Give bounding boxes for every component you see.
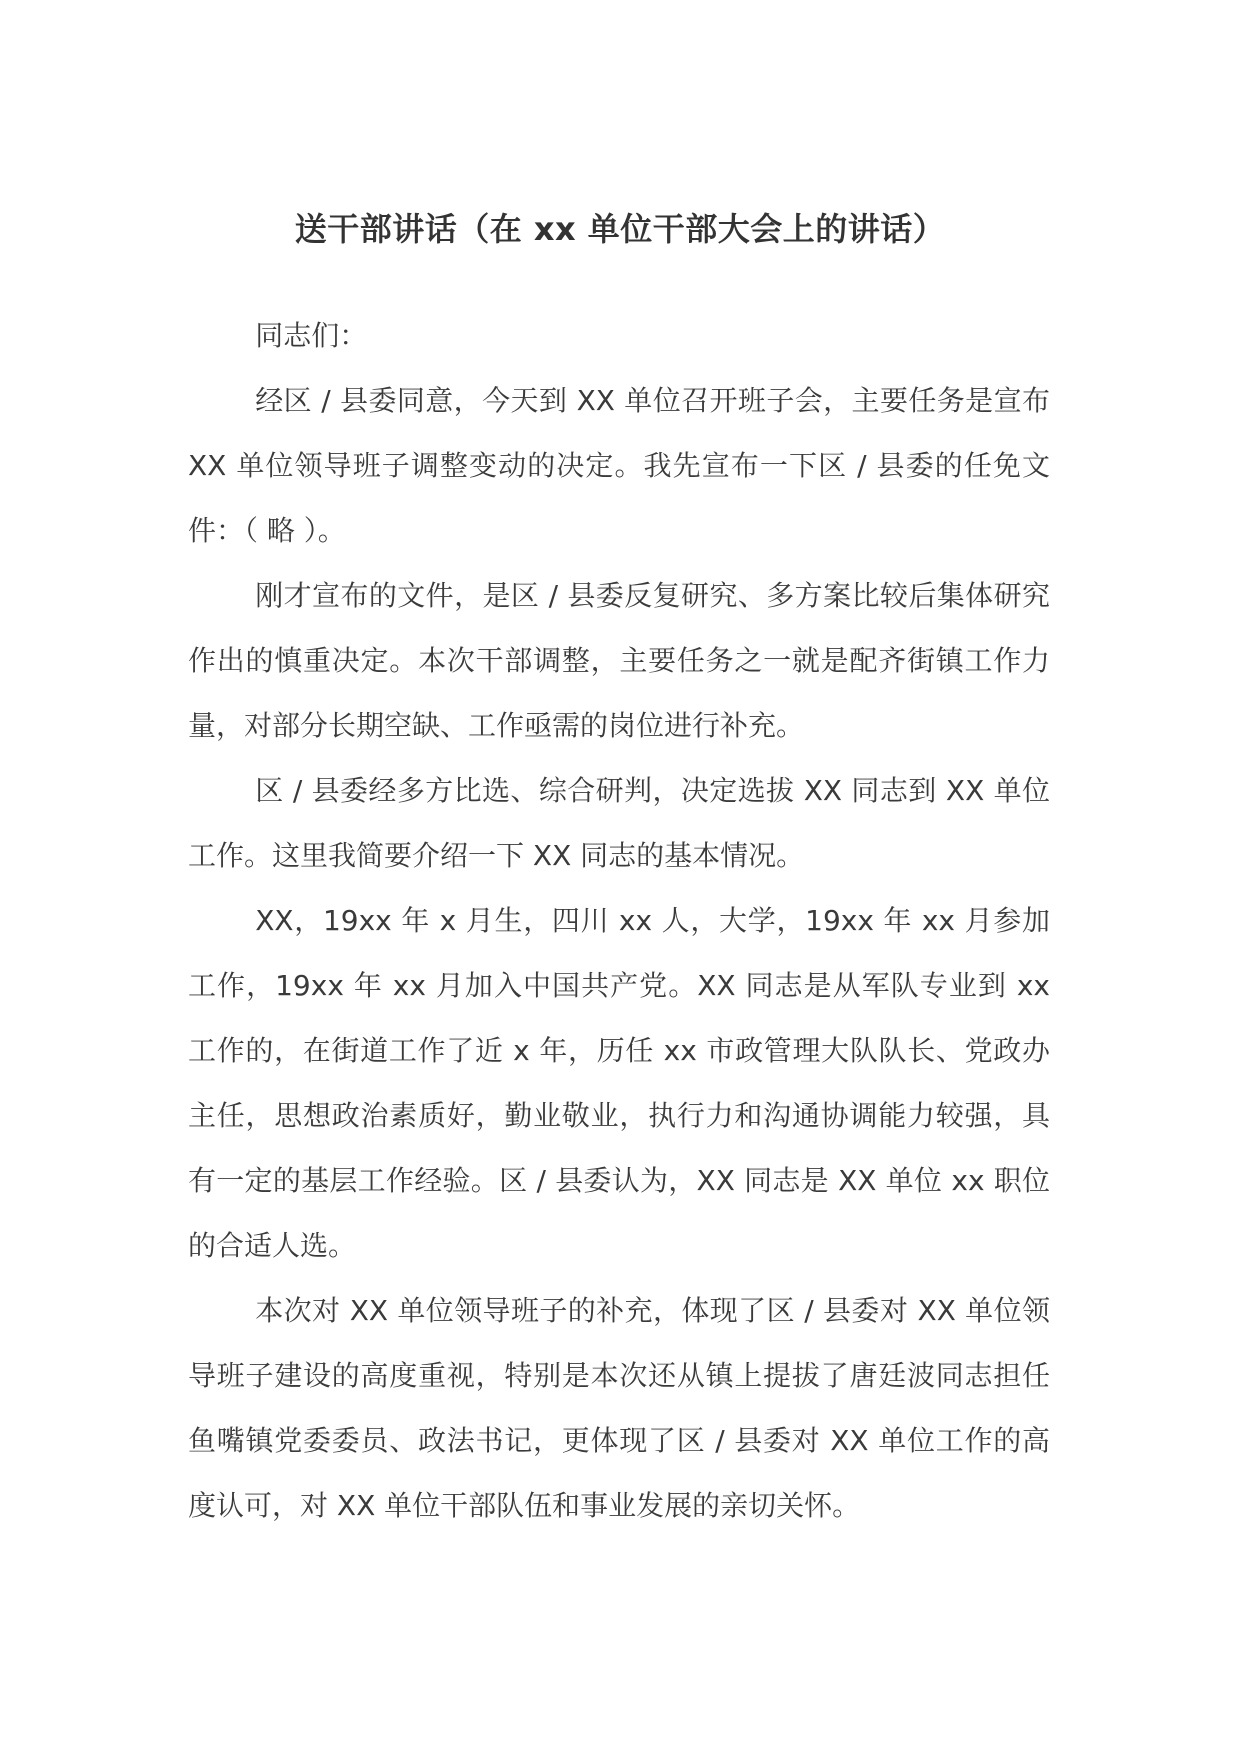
paragraph-selection: 区 / 县委经多方比选、综合研判，决定选拔 XX 同志到 XX 单位工作。这里我简要介绍一下 XX 同志的基本情况。 — [188, 774, 1050, 872]
paragraph-decision: 刚才宣布的文件，是区 / 县委反复研究、多方案比较后集体研究作出的慎重决定。本次干部调整，主要任务之一就是配齐街镇工作力量，对部分长期空缺、工作亟需的岗位进行补充。 — [188, 579, 1050, 742]
paragraph-background: XX，19xx 年 x 月生，四川 xx 人，大学，19xx 年 xx 月参加工作，19xx 年 xx 月加入中国共产党。XX 同志是从军队专业到 xx 工作的，在街道工作了近 x 年，历任 xx 市政管理大队队长、党政办主任，思想政治素质好，勤业敬业，执行力和沟通协调能力较强，具有一定的基层工作经验。区 / 县委认为，XX 同志是 XX 单位 xx 职位的合适人选。 — [188, 904, 1050, 1262]
salutation: 同志们： — [255, 319, 368, 352]
document-title: 送干部讲话（在 xx 单位干部大会上的讲话） — [294, 210, 946, 248]
paragraph-significance: 本次对 XX 单位领导班子的补充，体现了区 / 县委对 XX 单位领导班子建设的高度重视，特别是本次还从镇上提拔了唐廷波同志担任鱼嘴镇党委委员、政法书记，更体现了区 / 县委对 XX 单位工作的高度认可，对 XX 单位干部队伍和事业发展的亲切关怀。 — [188, 1294, 1050, 1522]
document-body — [188, 303, 1050, 1538]
paragraph-announcement: 经区 / 县委同意，今天到 XX 单位召开班子会，主要任务是宣布 XX 单位领导班子调整变动的决定。我先宣布一下区 / 县委的任免文件：（ 略 ）。 — [188, 384, 1050, 547]
